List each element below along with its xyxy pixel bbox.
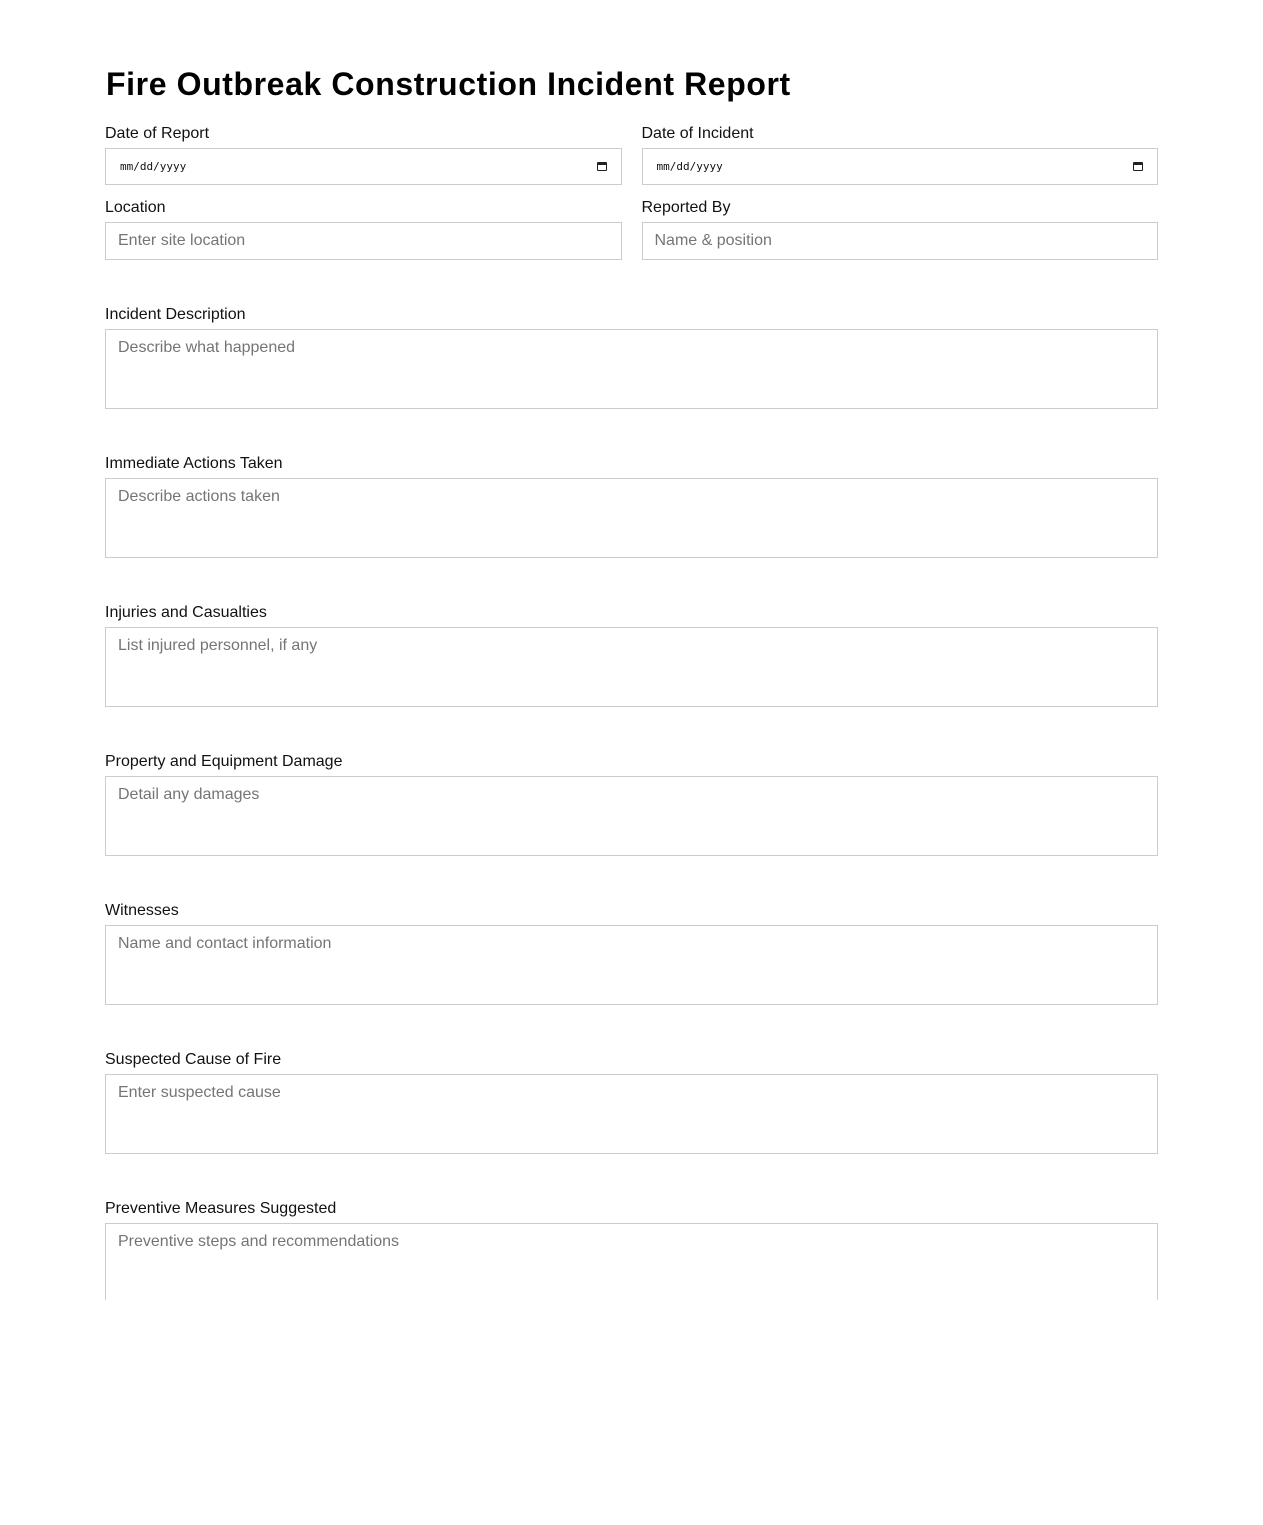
suspected-cause-placeholder: Enter suspected cause (118, 1084, 281, 1101)
injuries-placeholder: List injured personnel, if any (118, 637, 318, 654)
witnesses-label: Witnesses (105, 902, 179, 919)
date-of-report-input[interactable] (105, 148, 622, 185)
suspected-cause-label: Suspected Cause of Fire (105, 1051, 282, 1068)
location-input[interactable] (105, 222, 622, 260)
location-label: Location (105, 199, 166, 216)
incident-report-form (105, 0, 1158, 1300)
incident-description-section (105, 306, 1158, 409)
suspected-cause-section (105, 1051, 1158, 1154)
date-of-report-group (105, 125, 622, 185)
suspected-cause-textarea[interactable] (105, 1074, 1158, 1154)
witnesses-textarea[interactable] (105, 925, 1158, 1005)
dates-row (105, 125, 1158, 185)
location-group (105, 199, 622, 260)
date-of-report-label: Date of Report (105, 125, 210, 142)
calendar-icon[interactable] (597, 162, 607, 171)
date-of-report-placeholder: mm/dd/yyyy (120, 160, 187, 173)
preventive-measures-placeholder: Preventive steps and recommendations (118, 1233, 400, 1250)
witnesses-section (105, 902, 1158, 1005)
calendar-icon[interactable] (1133, 162, 1143, 171)
injuries-section (105, 604, 1158, 707)
preventive-measures-section (105, 1200, 1158, 1300)
date-of-incident-placeholder: mm/dd/yyyy (656, 160, 723, 173)
immediate-actions-label: Immediate Actions Taken (105, 455, 283, 472)
reported-by-group (642, 199, 1159, 260)
incident-description-textarea[interactable] (105, 329, 1158, 409)
witnesses-placeholder: Name and contact information (118, 935, 332, 952)
injuries-textarea[interactable] (105, 627, 1158, 707)
damage-placeholder: Detail any damages (118, 786, 260, 803)
immediate-actions-section (105, 455, 1158, 558)
immediate-actions-placeholder: Describe actions taken (118, 488, 280, 505)
injuries-label: Injuries and Casualties (105, 604, 267, 621)
reported-by-label: Reported By (641, 199, 731, 216)
page-title: Fire Outbreak Construction Incident Report (106, 66, 791, 102)
location-row (105, 199, 1158, 260)
incident-description-label: Incident Description (105, 306, 246, 323)
preventive-measures-textarea[interactable] (105, 1223, 1158, 1300)
preventive-measures-label: Preventive Measures Suggested (105, 1200, 337, 1217)
date-of-incident-group (642, 125, 1159, 185)
location-placeholder: Enter site location (118, 232, 246, 249)
damage-label: Property and Equipment Damage (105, 753, 343, 770)
date-of-incident-label: Date of Incident (641, 125, 754, 142)
reported-by-input[interactable] (642, 222, 1159, 260)
incident-description-placeholder: Describe what happened (118, 339, 296, 356)
damage-section (105, 753, 1158, 856)
reported-by-placeholder: Name & position (654, 232, 772, 249)
date-of-incident-input[interactable] (642, 148, 1159, 185)
immediate-actions-textarea[interactable] (105, 478, 1158, 558)
damage-textarea[interactable] (105, 776, 1158, 856)
